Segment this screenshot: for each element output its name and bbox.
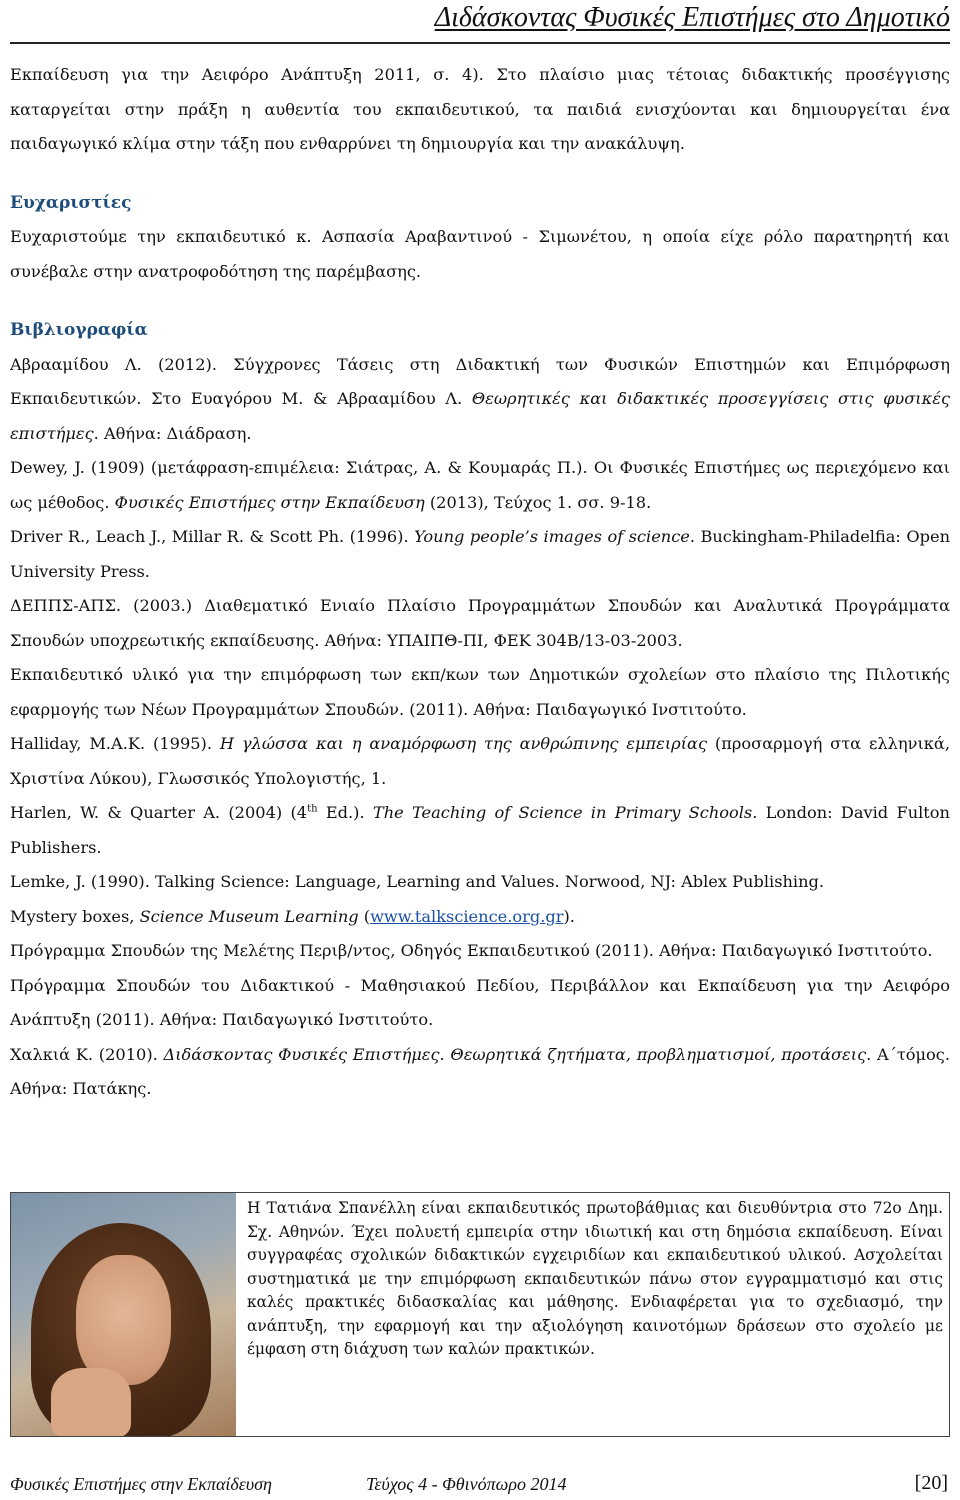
reference-item: Halliday, M.A.K. (1995). Η γλώσσα και η αναμόρφωση της ανθρώπινης εμπειρίας (προσαρμογή στα ελληνικά, Χριστίνα Λύκου), Γλωσσικός Υπολογιστής, 1. xyxy=(10,734,950,788)
reference-item: Lemke, J. (1990). Talking Science: Language, Learning and Values. Norwood, NJ: Ablex Publishing. xyxy=(10,872,825,891)
bibliography-heading: Βιβλιογραφία xyxy=(10,320,148,340)
footer-journal: Φυσικές Επιστήμες στην Εκπαίδευση xyxy=(10,1474,272,1494)
acknowledgements-heading: Ευχαριστίες xyxy=(10,192,132,213)
reference-item: Dewey, J. (1909) (μετάφραση-επιμέλεια: Σιάτρας, Α. & Κουμαράς Π.). Οι Φυσικές Επιστήμες ως περιεχόμενο και ως μέθοδος. Φυσικές Επιστήμες στην Εκπαίδευση (2013), Τεύχος 1. σσ. 9-18. xyxy=(10,458,950,512)
reference-item: Εκπαιδευτικό υλικό για την επιμόρφωση των εκπ/κων των Δημοτικών σχολείων στο πλαίσιο της Πιλοτικής εφαρμογής των Νέων Προγραμμάτων Σπουδών. (2011). Αθήνα: Παιδαγωγικό Ινστιτούτο. xyxy=(10,665,950,719)
talkscience-link[interactable]: www.talkscience.org.gr xyxy=(370,906,564,926)
reference-item: Driver R., Leach J., Millar R. & Scott Ph. (1996). Young people’s images of science. Buckingham-Philadelfia: Open University Press. xyxy=(10,527,950,581)
page-content xyxy=(10,58,950,1107)
reference-item: Χαλκιά Κ. (2010). Διδάσκοντας Φυσικές Επιστήμες. Θεωρητικά ζητήματα, προβληματισμοί, προτάσεις. Α΄τόμος. Αθήνα: Πατάκης. xyxy=(10,1044,950,1098)
page-footer xyxy=(10,1470,950,1496)
reference-item: Πρόγραμμα Σπουδών της Μελέτης Περιβ/ντος, Οδηγός Εκπαιδευτικού (2011). Αθήνα: Παιδαγωγικό Ινστιτούτο. xyxy=(10,941,933,960)
reference-item: ΔΕΠΠΣ-ΑΠΣ. (2003.) Διαθεματικό Ενιαίο Πλαίσιο Προγραμμάτων Σπουδών και Αναλυτικά Προγράμματα Σπουδών υποχρεωτικής εκπαίδευσης. Αθήνα: ΥΠΑΙΠΘ-ΠΙ, ΦΕΚ 304Β/13-03-2003. xyxy=(10,596,950,650)
running-title: Διδάσκοντας Φυσικές Επιστήμες στο Δημοτικό xyxy=(434,2,950,33)
intro-paragraph: Εκπαίδευση για την Αειφόρο Ανάπτυξη 2011, σ. 4). Στο πλαίσιο μιας τέτοιας διδακτικής προσέγγισης καταργείται στην πράξη η αυθεντία του εκπαιδευτικού, τα παιδιά ενισχύονται και δημιουργείται ένα παιδαγωγικό κλίμα στην τάξη που ενθαρρύνει τη δημιουργία και την ανακάλυψη. xyxy=(10,65,950,153)
reference-item: Αβρααμίδου Λ. (2012). Σύγχρονες Τάσεις στη Διδακτική των Φυσικών Επιστημών και Επιμόρφωση Εκπαιδευτικών. Στο Ευαγόρου Μ. & Αβρααμίδου Λ. Θεωρητικές και διδακτικές προσεγγίσεις στις φυσικές επιστήμες. Αθήνα: Διάδραση. xyxy=(10,354,951,443)
footer-issue: Τεύχος 4 - Φθινόπωρο 2014 xyxy=(366,1474,567,1494)
author-photo xyxy=(11,1193,236,1436)
page-header xyxy=(10,0,950,44)
acknowledgements-paragraph: Ευχαριστούμε την εκπαιδευτικό κ. Ασπασία Αραβαντινού - Σιμωνέτου, η οποία είχε ρόλο παρατηρητή και συνέβαλε στην ανατροφοδότηση της παρέμβασης. xyxy=(10,227,950,281)
reference-item: Mystery boxes, Science Museum Learning (www.talkscience.org.gr). xyxy=(10,906,575,926)
reference-item: Harlen, W. & Quarter A. (2004) (4th Ed.). The Teaching of Science in Primary Schools. London: David Fulton Publishers. xyxy=(10,803,950,857)
page-number: [20] xyxy=(914,1472,948,1494)
author-bio-text: Η Τατιάνα Σπανέλλη είναι εκπαιδευτικός πρωτοβάθμιας και διευθύντρια στο 72ο Δημ. Σχ. Αθηνών. Έχει πολυετή εμπειρία στην ιδιωτική και στη δημόσια εκπαίδευση. Είναι συγγραφέας σχολικών διδακτικών εγχειριδίων και εκπαιδευτικού υλικού. Ασχολείται συστηματικά με την επιμόρφωση εκπαιδευτικών πάνω στον εγγραμματισμό και στις καλές πρακτικές διδασκαλίας και μάθησης. Ενδιαφέρεται για το σχεδιασμό, την ανάπτυξη, την εφαρμογή και την αξιολόγηση καινοτόμων δράσεων στο σχολείο με έμφαση στη διάχυση των καλών πρακτικών. xyxy=(247,1199,943,1358)
author-bio-box xyxy=(10,1192,950,1437)
reference-item: Πρόγραμμα Σπουδών του Διδακτικού - Μαθησιακού Πεδίου, Περιβάλλον και Εκπαίδευση για την Αειφόρο Ανάπτυξη (2011). Αθήνα: Παιδαγωγικό Ινστιτούτο. xyxy=(10,975,950,1029)
